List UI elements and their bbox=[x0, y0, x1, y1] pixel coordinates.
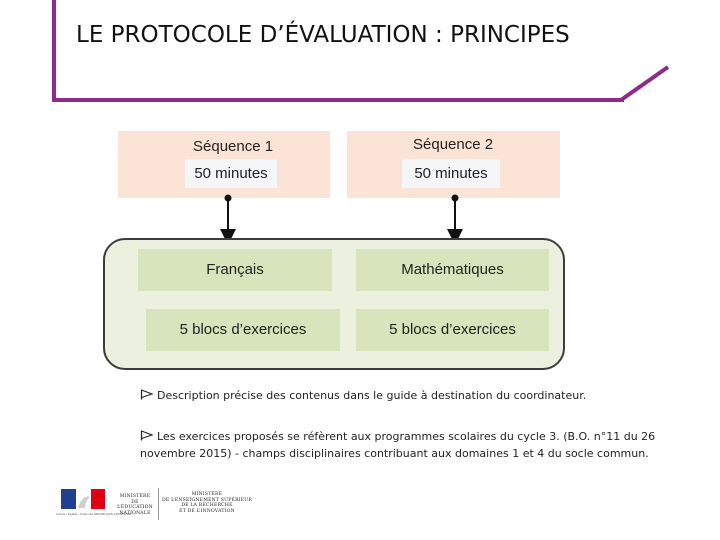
bullet-exercices bbox=[140, 428, 680, 462]
flag-bullet-icon bbox=[140, 389, 153, 400]
slide-title: LE PROTOCOLE D’ÉVALUATION : PRINCIPES bbox=[76, 22, 570, 48]
sequence-1-label: Séquence 1 bbox=[193, 138, 274, 155]
logo-motto: Liberté • Égalité • Fraternité RÉPUBLIQUE FRANÇAISE bbox=[56, 512, 131, 516]
ministry-logo bbox=[53, 484, 255, 524]
bullet-description bbox=[140, 387, 660, 404]
frame-corner-accent bbox=[0, 0, 720, 110]
ministry-education-name: MINISTÈRE DE L’ÉDUCATION NATIONALE bbox=[117, 494, 153, 516]
subject-mathematiques: Mathématiques bbox=[356, 249, 549, 291]
mathematiques-blocs: 5 blocs d’exercices bbox=[356, 309, 549, 351]
sequence-2-label: Séquence 2 bbox=[413, 136, 494, 153]
logo-separator bbox=[158, 488, 159, 520]
sequence-1-duration: 50 minutes bbox=[185, 159, 277, 188]
arrow-sequence-2 bbox=[452, 195, 459, 238]
sequence-2-duration: 50 minutes bbox=[402, 159, 500, 188]
arrow-sequence-1 bbox=[225, 195, 232, 238]
bullet-exercices-text: Les exercices proposés se réfèrent aux programmes scolaires du cycle 3. (B.O. n°11 du 26 novembre 2015) - champs disciplinaires contribuant aux domaines 1 et 4 du socle commun. bbox=[140, 430, 656, 460]
subject-francais: Français bbox=[138, 249, 332, 291]
flag-bullet-icon bbox=[140, 430, 153, 441]
francais-blocs: 5 blocs d’exercices bbox=[146, 309, 340, 351]
bullet-description-text: Description précise des contenus dans le guide à destination du coordinateur. bbox=[157, 389, 587, 402]
ministry-higher-education-name: MINISTÈRE DE L’ENSEIGNEMENT SUPÉRIEUR DE LA RECHERCHE ET DE L’INNOVATION bbox=[161, 492, 253, 514]
